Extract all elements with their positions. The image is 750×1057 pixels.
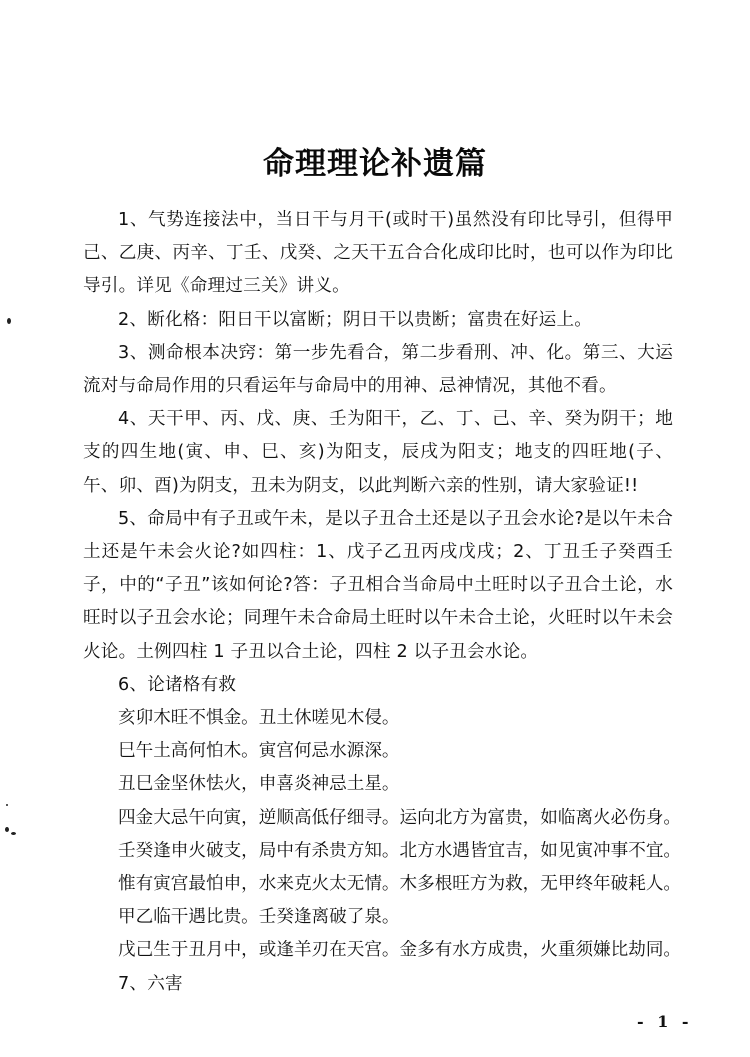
verse-line: 四金大忌午向寅，逆顺高低仔细寻。运向北方为富贵，如临离火必伤身。	[118, 807, 682, 828]
verse-line: 甲乙临干遇比贵。壬癸逢离破了泉。	[118, 907, 400, 928]
section-7-heading: 7、六害	[118, 973, 183, 994]
page-title: 命理理论补遗篇	[263, 146, 487, 182]
paragraph-5: 5、命局中有子丑或午未，是以子丑合土还是以子丑会水论?是以午未合土还是午未会火论?如四柱：1、戊子乙丑丙戌戊戌；2、丁丑壬子癸酉壬子，中的“子丑”该如何论?答：子丑相合当命局中土旺时以子丑合土论，水旺时以子丑会水论；同理午未合命局土旺时以午未合土论，火旺时以午未会火论。土例四柱 1 子丑以合土论，四柱 2 以子丑会水论。	[83, 508, 673, 662]
scan-speck	[5, 827, 9, 832]
paragraph-1: 1、气势连接法中，当日干与月干(或时干)虽然没有印比导引，但得甲己、乙庚、丙辛、丁壬、戊癸、之天干五合合化成印比时，也可以作为印比导引。详见《命理过三关》讲义。	[83, 210, 673, 297]
paragraph-4: 4、天干甲、丙、戊、庚、壬为阳干，乙、丁、己、辛、癸为阴干；地支的四生地(寅、申、巳、亥)为阳支，辰戌为阳支；地支的四旺地(子、午、卯、酉)为阴支，丑未为阴支，以此判断六亲的性别，请大家验证!!	[83, 409, 673, 496]
verse-line: 巳午土高何怕木。寅宫何忌水源深。	[118, 741, 400, 762]
document-body	[83, 204, 682, 1001]
paragraph-3: 3、测命根本决窍：第一步先看合，第二步看刑、冲、化。第三、大运流对与命局作用的只看运年与命局中的用神、忌神情况，其他不看。	[83, 342, 673, 397]
verse-line: 亥卯木旺不惧金。丑土休嗟见木侵。	[118, 708, 400, 729]
verse-line: 戊己生于丑月中，或逢羊刃在天宫。金多有水方成贵，火重须嫌比劫同。	[118, 940, 682, 961]
page-number: - 1 -	[637, 1012, 693, 1031]
verse-line: 壬癸逢申火破支，局中有杀贵方知。北方水遇皆宜吉，如见寅冲事不宜。	[118, 840, 682, 861]
scan-speck	[6, 804, 8, 806]
verse-line: 惟有寅宫最怕申，水来克火太无情。木多根旺方为救，无甲终年破耗人。	[118, 874, 682, 895]
verse-line: 丑巳金坚休怯火，申喜炎神忌土星。	[118, 774, 400, 795]
section-6-heading: 6、论诸格有救	[118, 674, 237, 695]
scan-speck	[7, 318, 11, 324]
scan-speck	[11, 832, 16, 835]
paragraph-2: 2、断化格：阳日干以富断；阴日干以贵断；富贵在好运上。	[118, 309, 593, 330]
